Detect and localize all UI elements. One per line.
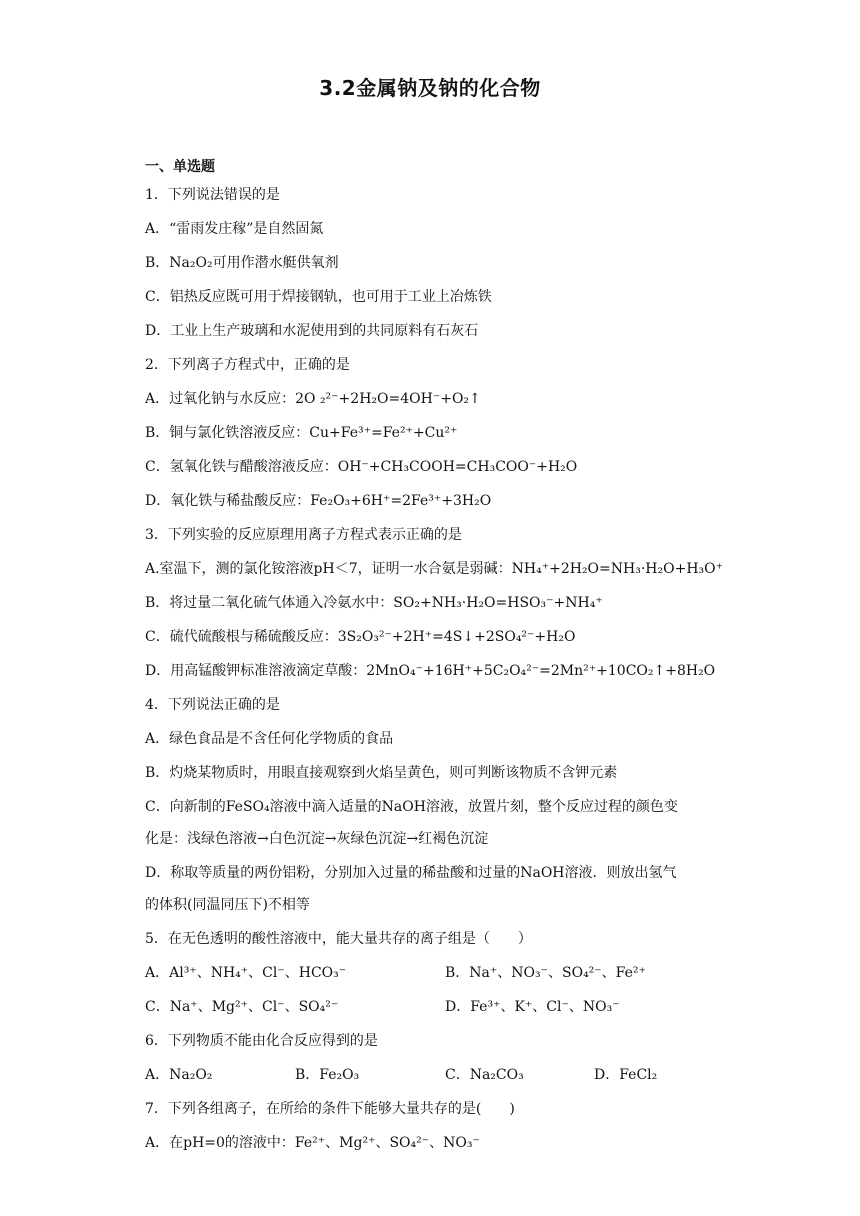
question-4-option-a: A．绿色食品是不含任何化学物质的食品 [145,731,394,747]
question-5-option-d: D．Fe³⁺、K⁺、Cl⁻、NO₃⁻ [445,999,620,1015]
question-3-option-c: C．硫代硫酸根与稀硫酸反应：3S₂O₃²⁻+2H⁺=4S↓+2SO₄²⁻+H₂O [145,629,576,645]
question-6-option-a: A．Na₂O₂ [145,1067,213,1083]
question-4-option-c-cont: 化是：浅绿色溶液→白色沉淀→灰绿色沉淀→红褐色沉淀 [145,831,489,847]
question-3-option-d: D．用高锰酸钾标准溶液滴定草酸：2MnO₄⁻+16H⁺+5C₂O₄²⁻=2Mn²⁺+10CO₂↑+8H₂O [145,663,716,679]
question-5-option-a: A．Al³⁺、NH₄⁺、Cl⁻、HCO₃⁻ [145,965,347,981]
question-7-stem: 7．下列各组离子，在所给的条件下能够大量共存的是( ) [145,1101,515,1117]
question-2-option-c: C．氢氧化铁与醋酸溶液反应：OH⁻+CH₃COOH=CH₃COO⁻+H₂O [145,459,578,475]
question-2-option-b: B．铜与氯化铁溶液反应：Cu+Fe³⁺=Fe²⁺+Cu²⁺ [145,425,458,441]
question-3-stem: 3．下列实验的反应原理用离子方程式表示正确的是 [145,527,462,543]
question-4-option-d: D．称取等质量的两份铝粉，分别加入过量的稀盐酸和过量的NaOH溶液．则放出氢气 [145,865,677,881]
question-4-option-d-cont: 的体积(同温同压下)不相等 [145,897,310,913]
question-6-stem: 6．下列物质不能由化合反应得到的是 [145,1033,378,1049]
question-4-stem: 4．下列说法正确的是 [145,697,280,713]
question-3-option-a: A.室温下，测的氯化铵溶液pH＜7，证明一水合氨是弱碱：NH₄⁺+2H₂O=NH₃·H₂O+H₃O⁺ [145,561,724,577]
question-6-option-d: D．FeCl₂ [594,1067,658,1083]
question-1-option-a: A．“雷雨发庄稼”是自然固氮 [145,221,324,237]
question-4-option-c: C．向新制的FeSO₄溶液中滴入适量的NaOH溶液，放置片刻，整个反应过程的颜色变 [145,799,678,815]
question-3-option-b: B．将过量二氧化硫气体通入冷氨水中：SO₂+NH₃·H₂O=HSO₃⁻+NH₄⁺ [145,595,603,611]
question-6-option-c: C．Na₂CO₃ [445,1067,524,1083]
question-5-option-b: B．Na⁺、NO₃⁻、SO₄²⁻、Fe²⁺ [445,965,646,981]
question-1-option-c: C．铝热反应既可用于焊接钢轨，也可用于工业上冶炼铁 [145,289,492,305]
question-1-option-d: D．工业上生产玻璃和水泥使用到的共同原料有石灰石 [145,323,479,339]
question-2-option-a: A．过氧化钠与水反应：2O ₂²⁻+2H₂O=4OH⁻+O₂↑ [145,391,481,407]
page-title: 3.2金属钠及钠的化合物 [319,76,541,100]
question-1-stem: 1．下列说法错误的是 [145,187,280,203]
question-5-option-c: C．Na⁺、Mg²⁺、Cl⁻、SO₄²⁻ [145,999,339,1015]
question-2-stem: 2．下列离子方程式中，正确的是 [145,357,350,373]
question-4-option-b: B．灼烧某物质时，用眼直接观察到火焰呈黄色，则可判断该物质不含钾元素 [145,765,618,781]
question-5-stem: 5．在无色透明的酸性溶液中，能大量共存的离子组是（ ） [145,931,532,947]
question-6-option-b: B．Fe₂O₃ [295,1067,360,1083]
question-2-option-d: D．氧化铁与稀盐酸反应：Fe₂O₃+6H⁺=2Fe³⁺+3H₂O [145,493,492,509]
section-heading: 一、单选题 [145,159,215,175]
question-1-option-b: B．Na₂O₂可用作潜水艇供氧剂 [145,255,339,271]
question-7-option-a: A．在pH=0的溶液中：Fe²⁺、Mg²⁺、SO₄²⁻、NO₃⁻ [145,1135,480,1151]
